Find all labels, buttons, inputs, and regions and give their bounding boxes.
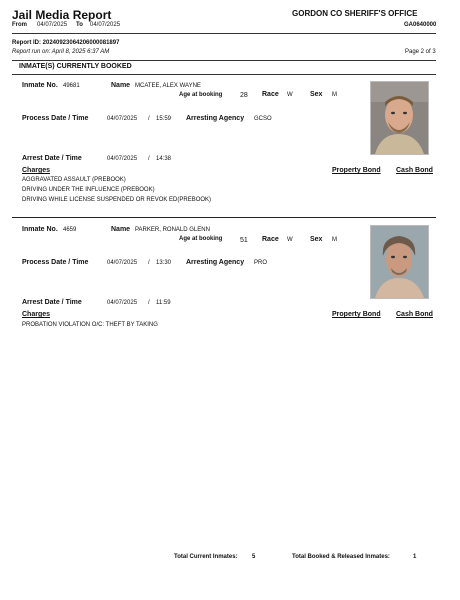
header-divider <box>12 33 436 34</box>
charges-label: Charges <box>22 311 51 318</box>
report-id: Report ID: 20240923064206000081897 <box>12 40 120 46</box>
process-date-separator: / <box>148 116 150 122</box>
inmate-name: MCATEE, ALEX WAYNE <box>135 83 201 89</box>
section-title: INMATE(S) CURRENTLY BOOKED <box>19 63 132 70</box>
charge-item: DRIVING UNDER THE INFLUENCE (PREBOOK) <box>22 187 155 193</box>
record-divider <box>12 217 436 218</box>
cash-bond-label: Cash Bond <box>396 311 433 318</box>
age-value: 28 <box>240 92 248 99</box>
page-number: Page 2 of 3 <box>405 49 436 55</box>
total-booked-label: Total Booked & Released Inmates: <box>292 554 390 560</box>
total-booked-value: 1 <box>413 554 417 560</box>
arrest-time-value: 11:59 <box>156 300 171 306</box>
arrest-date-label: Arrest Date / Time <box>22 155 82 162</box>
race-value: W <box>287 237 293 243</box>
from-label: From <box>12 22 27 28</box>
property-bond-label: Property Bond <box>332 311 381 318</box>
property-bond-label: Property Bond <box>332 167 381 174</box>
process-time-value: 15:59 <box>156 116 172 122</box>
section-top-line <box>12 60 436 61</box>
charge-item: AGGRAVATED ASSAULT (PREBOOK) <box>22 177 126 183</box>
race-value: W <box>287 92 293 98</box>
arrest-date-value: 04/07/2025 <box>107 300 138 306</box>
process-time-value: 13:30 <box>156 260 172 266</box>
from-date: 04/07/2025 <box>37 22 68 28</box>
arrest-time-value: 14:38 <box>156 156 172 162</box>
inmate-no-label: Inmate No. <box>22 82 58 89</box>
process-date-value: 04/07/2025 <box>107 260 138 266</box>
age-label: Age at booking <box>179 92 223 98</box>
age-label: Age at booking <box>179 236 223 242</box>
arresting-agency-value: PRO <box>254 260 268 266</box>
report-title: Jail Media Report <box>12 8 112 22</box>
inmate-no-value: 4659 <box>63 227 77 233</box>
process-date-value: 04/07/2025 <box>107 116 138 122</box>
name-label: Name <box>111 82 131 89</box>
arrest-date-separator: / <box>148 156 150 162</box>
cash-bond-label: Cash Bond <box>396 167 433 174</box>
sex-value: M <box>332 92 337 98</box>
charge-item: DRIVING WHILE LICENSE SUSPENDED OR REVOK ED(PREBOOK) <box>22 197 212 203</box>
charges-label: Charges <box>22 167 51 174</box>
section-bottom-line <box>12 74 436 75</box>
to-date: 04/07/2025 <box>90 22 121 28</box>
sex-value: M <box>332 237 337 243</box>
arrest-date-separator: / <box>148 300 150 306</box>
inmate-no-label: Inmate No. <box>22 226 58 233</box>
total-current-label: Total Current Inmates: <box>174 554 238 560</box>
report-run-on: Report run on: April 8, 2025 6:37 AM <box>12 49 110 55</box>
arresting-agency-value: GCSO <box>254 116 272 122</box>
arrest-date-value: 04/07/2025 <box>107 156 138 162</box>
office-name: GORDON CO SHERIFF'S OFFICE <box>292 9 418 18</box>
age-value: 51 <box>240 237 248 244</box>
sex-label: Sex <box>310 236 323 243</box>
race-label: Race <box>262 236 279 243</box>
arresting-agency-label: Arresting Agency <box>186 115 245 122</box>
race-label: Race <box>262 91 279 98</box>
process-date-label: Process Date / Time <box>22 115 89 122</box>
process-date-separator: / <box>148 260 150 266</box>
arresting-agency-label: Arresting Agency <box>186 259 245 266</box>
total-current-value: 5 <box>252 554 256 560</box>
inmate-name: PARKER, RONALD GLENN <box>135 227 210 233</box>
agency-code: GA0640000 <box>404 22 437 28</box>
charge-item: PROBATION VIOLATION O/C: THEFT BY TAKING <box>22 322 158 328</box>
arrest-date-label: Arrest Date / Time <box>22 299 82 306</box>
name-label: Name <box>111 226 131 233</box>
to-label: To <box>76 22 83 28</box>
sex-label: Sex <box>310 91 323 98</box>
inmate-no-value: 49681 <box>63 83 80 89</box>
mugshot-photo <box>370 81 429 155</box>
process-date-label: Process Date / Time <box>22 259 89 266</box>
mugshot-photo <box>370 225 429 299</box>
